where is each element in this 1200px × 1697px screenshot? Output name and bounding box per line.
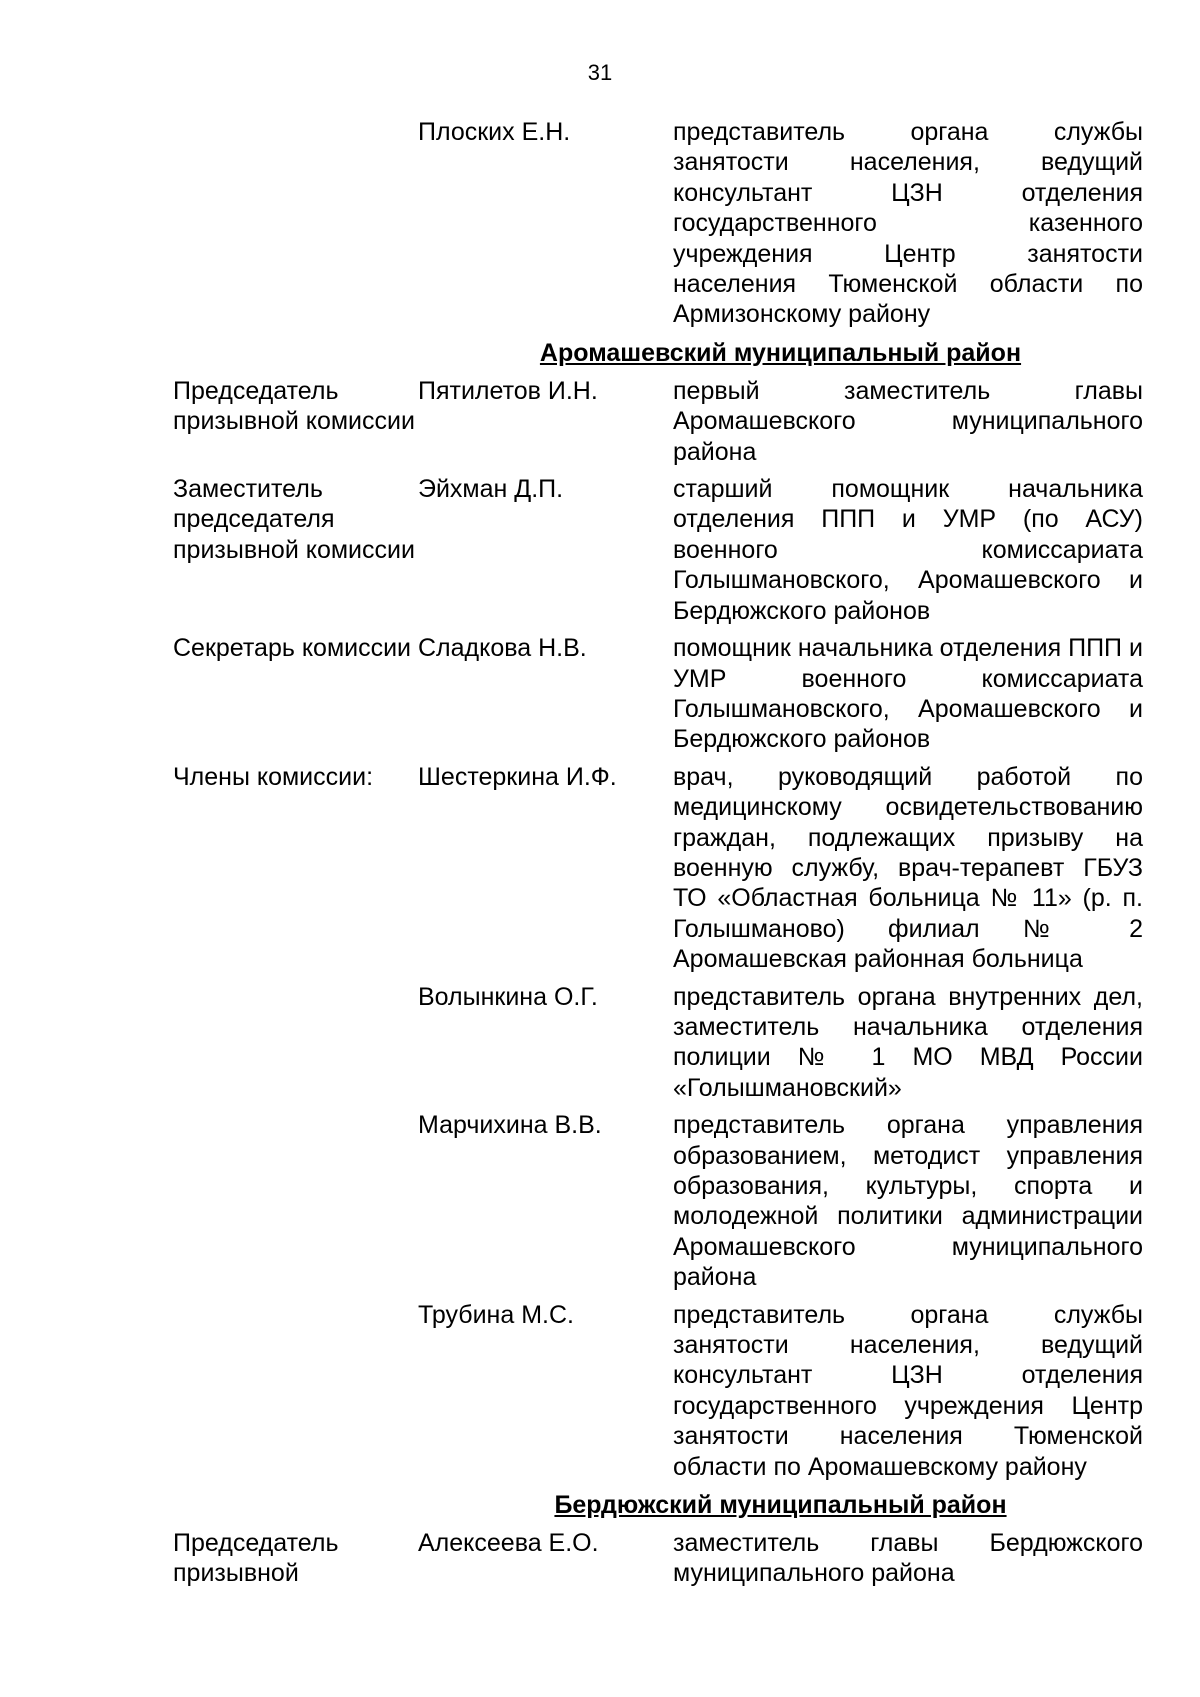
document-body [173, 117, 1143, 1596]
member-role: Секретарь комиссии [173, 634, 412, 663]
member-role: Председатель призывной [173, 1529, 339, 1588]
member-name: Трубина М.С. [418, 1300, 574, 1329]
member-description: представитель органа службы занятости населения, ведущий консультант ЦЗН отделения государственного казенного учреждения Центр занятости населения Тюменской области по Армизонскому району [673, 118, 1143, 329]
member-row [173, 1110, 1143, 1292]
page-number: 31 [587, 60, 613, 85]
member-role: Члены комиссии: [173, 762, 374, 791]
member-role: Заместитель председателя призывной комиссии [173, 475, 415, 564]
member-row [173, 474, 1143, 626]
member-row [173, 633, 1143, 755]
member-name: Марчихина В.В. [418, 1111, 602, 1140]
section-heading: Бердюжский муниципальный район [554, 1491, 1007, 1520]
member-name: Плоских Е.Н. [418, 118, 571, 146]
member-description: представитель органа внутренних дел, заместитель начальника отделения полиции № 1 МО МВД России «Голышмановский» [673, 982, 1143, 1102]
member-description: представитель органа управления образованием, методист управления образования, культуры, спорта и молодежной политики администрации Аромашевского муниципального района [673, 1111, 1143, 1292]
member-description: первый заместитель главы Аромашевского муниципального района [673, 376, 1143, 466]
member-row [173, 1528, 1143, 1589]
member-description: старший помощник начальника отделения ППП и УМР (по АСУ) военного комиссариата Голышмановского, Аромашевского и Бердюжского районов [673, 475, 1143, 625]
member-description: представитель органа службы занятости населения, ведущий консультант ЦЗН отделения государственного учреждения Центр занятости населения Тюменской области по Аромашевскому району [673, 1300, 1143, 1481]
member-name: Сладкова Н.В. [418, 634, 587, 663]
member-row [173, 762, 1143, 975]
member-role: Председатель призывной комиссии [173, 376, 415, 436]
member-description: заместитель главы Бердюжского муниципального района [673, 1529, 1143, 1588]
member-name: Шестеркина И.Ф. [418, 762, 617, 791]
member-row [173, 376, 1143, 467]
member-name: Пятилетов И.Н. [418, 376, 598, 405]
member-name: Эйхман Д.П. [418, 475, 564, 504]
section-heading: Аромашевский муниципальный район [539, 338, 1022, 367]
member-name: Алексеева Е.О. [418, 1529, 599, 1558]
member-description: врач, руководящий работой по медицинскому освидетельствованию граждан, подлежащих призыву на военную службу, врач-терапевт ГБУЗ ТО «Областная больница № 11» (р. п. Голышманово) филиал № 2 Аромашевская районная больница [673, 762, 1143, 974]
member-row [173, 117, 1143, 330]
member-name: Волынкина О.Г. [418, 982, 598, 1011]
member-row [173, 982, 1143, 1104]
member-description: помощник начальника отделения ППП и УМР военного комиссариата Голышмановского, Аромашевского и Бердюжского районов [673, 634, 1143, 754]
member-row [173, 1300, 1143, 1482]
